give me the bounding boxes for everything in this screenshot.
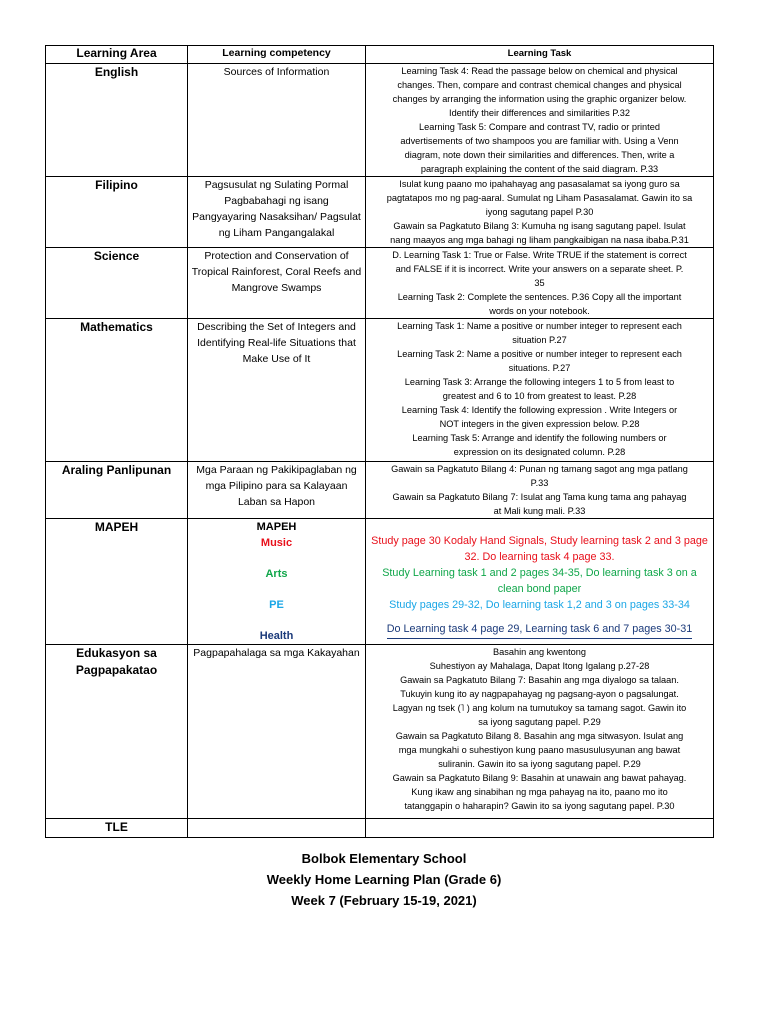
task-line: Learning Task 2: Complete the sentences. P.36 Copy all the important [397, 292, 682, 302]
learning-area-cell: English [46, 64, 188, 177]
task-line: paragraph explaining the content of the said diagram. P.33 [420, 164, 659, 174]
task-line: changes. Then, compare and contrast chemical changes and physical [397, 80, 682, 90]
task-line: Learning Task 3: Arrange the following integers 1 to 5 from least to [404, 377, 675, 387]
mapeh-task-arts: Study Learning task 1 and 2 pages 34-35, Do learning task 3 on a clean bond paper [382, 567, 697, 595]
task-line: advertisements of two shampoos you are familiar with. Using a Venn [400, 136, 679, 146]
task-line: Kung ikaw ang sinabihan ng mga pahayag na ito, paano mo ito [411, 787, 668, 797]
task-line: Isulat kung paano mo ipahahayag ang pasasalamat sa iyong guro sa [399, 179, 680, 189]
table-row [46, 319, 714, 462]
task-line: Gawain sa Pagkatuto Bilang 7: Basahin ang mga diyalogo sa talaan. [400, 675, 679, 685]
learning-competency-cell: Protection and Conservation of Tropical Rainforest, Coral Reefs and Mangrove Swamps [188, 248, 366, 319]
task-line: Gawain sa Pagkatuto Bilang 3: Kumuha ng isang sagutang papel. Isulat [393, 221, 686, 231]
learning-task-cell [366, 519, 714, 645]
task-line: suliranin. Gawin ito sa iyong sagutang papel. P.29 [438, 759, 641, 769]
learning-competency-cell: Pagpapahalaga sa mga Kakayahan [188, 645, 366, 819]
table-row [46, 248, 714, 319]
task-line: NOT integers in the given expression below. P.28 [439, 419, 640, 429]
task-line: Learning Task 1: Name a positive or number integer to represent each [397, 321, 682, 331]
task-line: Gawain sa Pagkatuto Bilang 4: Punan ng tamang sagot ang mga patlang [391, 464, 688, 474]
table-row [46, 64, 714, 177]
learning-area-cell: MAPEH [46, 519, 188, 645]
table-row [46, 645, 714, 819]
mapeh-subject-music: Music [260, 537, 293, 549]
learning-competency-cell [188, 819, 366, 838]
learning-task-cell [366, 819, 714, 838]
week-label: Week 7 (February 15-19, 2021) [291, 893, 477, 908]
learning-task-cell [366, 177, 714, 248]
task-line: iyong sagutang papel P.30 [485, 207, 594, 217]
table-row [46, 462, 714, 519]
task-line: Gawain sa Pagkatuto Bilang 7: Isulat ang Tama kung tama ang pahayag [392, 492, 687, 502]
task-line: pagtatapos mo ng pag-aaral. Sumulat ng Liham Pasasalamat. Gawin ito sa [386, 193, 693, 203]
table-row [46, 519, 714, 645]
task-line: at Mali kung mali. P.33 [493, 506, 586, 516]
table-row [46, 177, 714, 248]
mapeh-task-health: Do Learning task 4 page 29, Learning task 6 and 7 pages 30-31 [387, 621, 693, 639]
task-line: Learning Task 4: Read the passage below on chemical and physical [401, 66, 678, 76]
task-line: sa iyong sagutang papel. P.29 [478, 717, 601, 727]
task-line: changes by arranging the information using the graphic organizer below. [392, 94, 687, 104]
learning-area-cell: Filipino [46, 177, 188, 248]
learning-area-cell: Science [46, 248, 188, 319]
plan-title: Weekly Home Learning Plan (Grade 6) [266, 872, 502, 887]
learning-area-cell: Edukasyon sa Pagpapakatao [46, 645, 188, 819]
table-body [46, 64, 714, 838]
learning-task-cell [366, 462, 714, 519]
task-line: Gawain sa Pagkatuto Bilang 8. Basahin ang mga sitwasyon. Isulat ang [395, 731, 684, 741]
task-line: Gawain sa Pagkatuto Bilang 9: Basahin at unawain ang bawat pahayag. [392, 773, 687, 783]
school-name: Bolbok Elementary School [301, 851, 467, 866]
learning-task-cell [366, 248, 714, 319]
task-line: diagram, note down their similarities and differences. Then, write a [404, 150, 675, 160]
mapeh-task-pe: Study pages 29-32, Do learning task 1,2 and 3 on pages 33-34 [389, 599, 690, 611]
learning-competency-cell: Describing the Set of Integers and Identifying Real-life Situations that Make Use of It [188, 319, 366, 462]
table-row [46, 819, 714, 838]
table-header-row [46, 46, 714, 64]
task-line: Learning Task 4: Identify the following expression . Write Integers or [401, 405, 678, 415]
task-line: Basahin ang kwentong [493, 647, 586, 657]
header-learning-competency: Learning competency [188, 46, 366, 64]
task-line: Lagyan ng tsek (˥ ) ang kolum na tumutukoy sa tamang sagot. Gawin ito [392, 703, 687, 713]
task-line: situations. P.27 [508, 363, 571, 373]
task-line: Identify their differences and similarities P.32 [449, 108, 630, 118]
learning-area-cell: Araling Panlipunan [46, 462, 188, 519]
task-line: tatanggapin o haharapin? Gawin ito sa iyong sagutang papel. P.30 [404, 801, 675, 811]
learning-competency-cell [188, 519, 366, 645]
learning-task-cell [366, 645, 714, 819]
task-line: Learning Task 5: Compare and contrast TV, radio or printed [419, 122, 660, 132]
task-line: Learning Task 2: Name a positive or number integer to represent each [397, 349, 682, 359]
mapeh-subject-arts: Arts [265, 568, 288, 580]
task-line: P.33 [530, 478, 549, 488]
task-line: D. Learning Task 1: True or False. Write TRUE if the statement is correct [392, 250, 687, 260]
task-line: Suhestiyon ay Mahalaga, Dapat Itong Igalang p.27-28 [429, 661, 650, 671]
learning-competency-cell: Mga Paraan ng Pakikipaglaban ng mga Pilipino para sa Kalayaan Laban sa Hapon [188, 462, 366, 519]
task-line: Tukuyin kung ito ay nagpapahayag ng pagsang-ayon o pagsalungat. [400, 689, 679, 699]
document-footer [0, 848, 768, 911]
mapeh-subject-health: Health [259, 630, 294, 642]
learning-area-cell: Mathematics [46, 319, 188, 462]
task-line: mga mungkahi o suhestiyon kung paano masusulusyunan ang bawat [398, 745, 681, 755]
task-line: situation P.27 [512, 335, 567, 345]
learning-task-cell [366, 64, 714, 177]
task-line: words on your notebook. [489, 306, 590, 316]
learning-plan-table [45, 45, 714, 838]
mapeh-task-music: Study page 30 Kodaly Hand Signals, Study learning task 2 and 3 page 32. Do learning task 4 page 33. [371, 535, 708, 563]
task-line: expression on its designated column. P.28 [453, 447, 626, 457]
mapeh-heading: MAPEH [256, 521, 297, 533]
task-line: Learning Task 5: Arrange and identify the following numbers or [412, 433, 667, 443]
mapeh-subject-pe: PE [269, 599, 284, 611]
learning-area-cell: TLE [46, 819, 188, 838]
learning-competency-cell: Pagsusulat ng Sulating Pormal Pagbabahagi ng isang Pangyayaring Nasaksihan/ Pagsulat ng Liham Pangangalakal [188, 177, 366, 248]
task-line: greatest and 6 to 10 from greatest to least. P.28 [442, 391, 637, 401]
header-learning-area: Learning Area [46, 46, 188, 64]
task-line: 35 [534, 278, 545, 288]
learning-competency-cell: Sources of Information [188, 64, 366, 177]
learning-task-cell [366, 319, 714, 462]
header-learning-task: Learning Task [366, 46, 714, 64]
task-line: and FALSE if it is incorrect. Write your answers on a separate sheet. P. [395, 264, 684, 274]
task-line: nang maayos ang mga bahagi ng liham pangkaibigan na nasa ibaba.P.31 [390, 235, 689, 245]
